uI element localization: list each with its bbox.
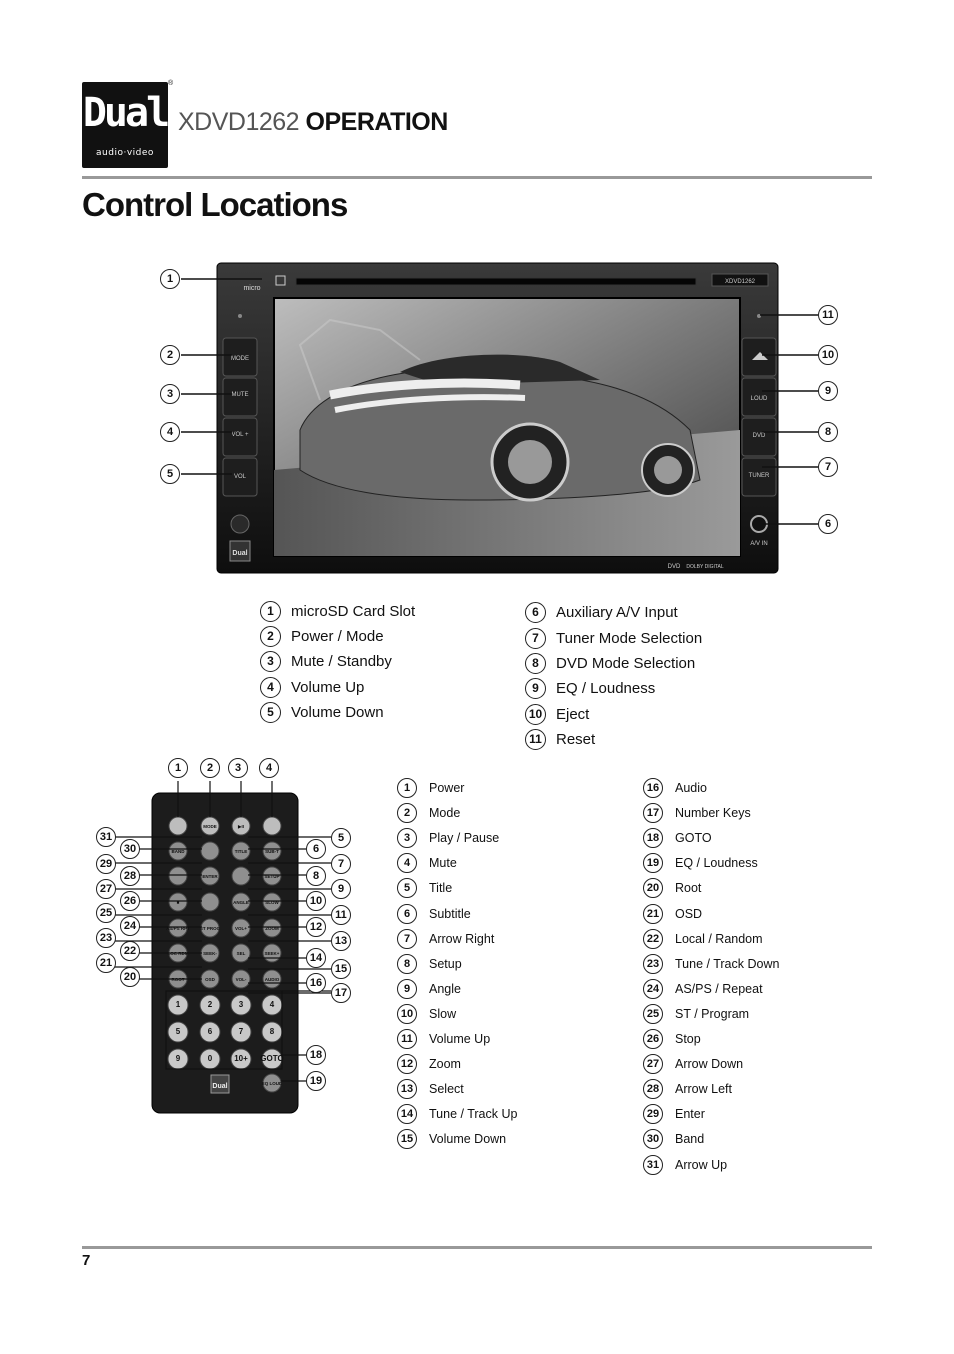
- unit-legend-item: 10 Eject: [525, 704, 589, 725]
- remote-callout-25: 25: [96, 903, 116, 923]
- remote-key-1-label: 1: [175, 1000, 181, 1009]
- remote-legend-item: 15 Volume Down: [397, 1129, 506, 1149]
- unit-legend-item: 5 Volume Down: [260, 702, 384, 723]
- remote-callout-24: 24: [120, 916, 140, 936]
- remote-callout-16: 16: [306, 973, 326, 993]
- remote-button-row2-3-label: SUB-T: [265, 849, 279, 854]
- remote-callout-3: 3: [228, 758, 248, 778]
- remote-callout-10: 10: [306, 891, 326, 911]
- unit-callout-7: 7: [818, 457, 838, 477]
- unit-callout-5: 5: [160, 464, 180, 484]
- svg-text:A/V IN: A/V IN: [750, 541, 768, 547]
- remote-callout-30: 30: [120, 839, 140, 859]
- remote-callout-19: 19: [306, 1071, 326, 1091]
- remote-callout-18: 18: [306, 1045, 326, 1065]
- page-number: 7: [82, 1252, 91, 1269]
- svg-text:VOL +: VOL +: [231, 432, 249, 438]
- unit-callout-4: 4: [160, 422, 180, 442]
- remote-key-7-label: 7: [238, 1027, 244, 1036]
- remote-legend-item: 25 ST / Program: [643, 1004, 749, 1024]
- remote-callout-1: 1: [168, 758, 188, 778]
- remote-button-row6-0-label: LOC RDM: [167, 951, 189, 956]
- remote-button-row5-2-label: VOL+: [235, 926, 247, 931]
- unit-legend-item: 9 EQ / Loudness: [525, 678, 655, 699]
- remote-key-9-label: 9: [175, 1054, 181, 1063]
- section-name: OPERATION: [305, 108, 448, 136]
- remote-legend-item: 17 Number Keys: [643, 803, 751, 823]
- remote-key-GOTO-label: GOTO: [260, 1054, 284, 1063]
- remote-button-row6-1-label: SEEK-: [203, 951, 217, 956]
- unit-knob: [231, 515, 249, 533]
- svg-text:MODE: MODE: [231, 356, 249, 362]
- remote-legend-item: 2 Mode: [397, 803, 460, 823]
- remote-callout-27: 27: [96, 879, 116, 899]
- unit-callout-6: 6: [818, 514, 838, 534]
- remote-legend-item: 21 OSD: [643, 904, 702, 924]
- remote-eq-button-label: EQ LOUD: [261, 1081, 283, 1086]
- remote-legend-item: 9 Angle: [397, 979, 461, 999]
- remote-callout-6: 6: [306, 839, 326, 859]
- model-badge-text: XDVD1262: [724, 279, 756, 285]
- unit-legend-item: 6 Auxiliary A/V Input: [525, 602, 678, 623]
- remote-button-row7-3-label: AUDIO: [264, 977, 280, 982]
- svg-text:DOLBY DIGITAL: DOLBY DIGITAL: [686, 564, 724, 570]
- remote-callout-15: 15: [331, 959, 351, 979]
- remote-legend-item: 24 AS/PS / Repeat: [643, 979, 763, 999]
- unit-callout-3: 3: [160, 384, 180, 404]
- remote-callout-9: 9: [331, 879, 351, 899]
- remote-legend-item: 16 Audio: [643, 778, 707, 798]
- remote-button-row3-2: [232, 867, 250, 885]
- remote-button-row4-3-label: SLOW: [265, 900, 279, 905]
- logo-wordmark: Dual: [82, 90, 168, 136]
- remote-key-5-label: 5: [175, 1027, 181, 1036]
- remote-diagram: [90, 755, 370, 1125]
- remote-callout-5: 5: [331, 828, 351, 848]
- remote-button-row6-3-label: SEEK+: [264, 951, 280, 956]
- remote-legend-item: 3 Play / Pause: [397, 828, 499, 848]
- remote-legend-item: 31 Arrow Up: [643, 1155, 727, 1175]
- remote-button-row4-0-label: ■: [176, 900, 180, 905]
- remote-legend-item: 4 Mute: [397, 853, 457, 873]
- remote-legend-item: 29 Enter: [643, 1104, 705, 1124]
- remote-key-4-label: 4: [269, 1000, 275, 1009]
- remote-button-top_row-2-label: ▶II: [238, 824, 244, 829]
- remote-legend-item: 13 Select: [397, 1079, 464, 1099]
- remote-button-row5-0-label: AS/PS RPT: [166, 926, 190, 931]
- remote-key-0-label: 0: [207, 1054, 213, 1063]
- remote-legend-item: 5 Title: [397, 878, 452, 898]
- remote-key-10+-label: 10+: [234, 1054, 248, 1063]
- remote-callout-8: 8: [306, 866, 326, 886]
- remote-legend-item: 11 Volume Up: [397, 1029, 490, 1049]
- svg-text:TUNER: TUNER: [748, 473, 770, 479]
- remote-button-row3-1-label: ENTER: [202, 874, 218, 879]
- remote-legend-item: 12 Zoom: [397, 1054, 461, 1074]
- remote-legend-item: 22 Local / Random: [643, 929, 763, 949]
- remote-button-row6-2-label: SEL: [236, 951, 246, 956]
- remote-callout-26: 26: [120, 891, 140, 911]
- unit-legend-item: 2 Power / Mode: [260, 626, 384, 647]
- remote-legend-item: 20 Root: [643, 878, 701, 898]
- remote-callout-28: 28: [120, 866, 140, 886]
- remote-legend-item: 7 Arrow Right: [397, 929, 494, 949]
- remote-callout-4: 4: [259, 758, 279, 778]
- remote-callout-31: 31: [96, 827, 116, 847]
- unit-callout-1: 1: [160, 269, 180, 289]
- unit-callout-2: 2: [160, 345, 180, 365]
- disc-slot: [296, 278, 696, 285]
- remote-key-8-label: 8: [269, 1027, 275, 1036]
- remote-button-row4-2-label: ANGLE: [233, 900, 249, 905]
- svg-text:MUTE: MUTE: [231, 392, 249, 398]
- svg-text:VOL: VOL: [233, 474, 247, 480]
- remote-button-row2-0-label: BAND: [171, 849, 185, 854]
- remote-legend-item: 8 Setup: [397, 954, 462, 974]
- remote-callout-14: 14: [306, 948, 326, 968]
- remote-callout-2: 2: [200, 758, 220, 778]
- logo-tagline: audio·video: [96, 148, 154, 158]
- remote-legend-item: 30 Band: [643, 1129, 704, 1149]
- head-unit-diagram: [0, 0, 954, 600]
- remote-button-top_row-0: [169, 817, 187, 835]
- remote-legend-item: 19 EQ / Loudness: [643, 853, 758, 873]
- remote-legend-item: 28 Arrow Left: [643, 1079, 732, 1099]
- footer-rule: [82, 1246, 872, 1249]
- unit-legend-item: 7 Tuner Mode Selection: [525, 628, 702, 649]
- unit-legend-item: 8 DVD Mode Selection: [525, 653, 695, 674]
- remote-button-row3-3-label: SETUP: [264, 874, 280, 879]
- remote-button-row2-1: [201, 842, 219, 860]
- unit-legend-item: 1 microSD Card Slot: [260, 601, 415, 622]
- remote-button-top_row-3: [263, 817, 281, 835]
- remote-callout-7: 7: [331, 854, 351, 874]
- page-title: Control Locations: [82, 186, 348, 223]
- remote-callout-29: 29: [96, 854, 116, 874]
- remote-legend-item: 14 Tune / Track Up: [397, 1104, 517, 1124]
- remote-button-row5-1-label: ST PROG: [199, 926, 221, 931]
- remote-callout-20: 20: [120, 967, 140, 987]
- remote-legend-item: 27 Arrow Down: [643, 1054, 743, 1074]
- remote-button-top_row-1-label: MODE: [203, 824, 217, 829]
- remote-key-2-label: 2: [207, 1000, 213, 1009]
- svg-text:DVD: DVD: [752, 433, 766, 439]
- remote-button-row7-2-label: VOL-: [235, 977, 247, 982]
- svg-text:Dual: Dual: [232, 550, 248, 557]
- remote-legend-item: 26 Stop: [643, 1029, 701, 1049]
- unit-callout-9: 9: [818, 381, 838, 401]
- svg-text:DVD: DVD: [667, 564, 681, 570]
- remote-legend-item: 10 Slow: [397, 1004, 456, 1024]
- remote-callout-22: 22: [120, 941, 140, 961]
- remote-callout-17: 17: [331, 983, 351, 1003]
- remote-button-row4-1: [201, 893, 219, 911]
- remote-button-row2-2-label: TITLE: [234, 849, 248, 854]
- remote-callout-12: 12: [306, 917, 326, 937]
- model-name: XDVD1262: [178, 108, 300, 136]
- registered-mark: ®: [168, 80, 174, 87]
- svg-text:LOUD: LOUD: [750, 396, 768, 402]
- unit-legend-item: 11 Reset: [525, 729, 595, 750]
- remote-key-3-label: 3: [238, 1000, 244, 1009]
- remote-button-row7-1-label: OSD: [205, 977, 215, 982]
- remote-key-6-label: 6: [207, 1027, 213, 1036]
- remote-button-row3-0: [169, 867, 187, 885]
- unit-callout-11: 11: [818, 305, 838, 325]
- remote-legend-item: 23 Tune / Track Down: [643, 954, 779, 974]
- unit-sensor: [238, 314, 242, 318]
- remote-callout-23: 23: [96, 928, 116, 948]
- remote-logo-text: Dual: [212, 1083, 228, 1090]
- remote-button-row5-3-label: ZOOM: [265, 926, 279, 931]
- unit-legend-item: 3 Mute / Standby: [260, 651, 392, 672]
- remote-legend-item: 1 Power: [397, 778, 464, 798]
- unit-callout-10: 10: [818, 345, 838, 365]
- remote-legend-item: 6 Subtitle: [397, 904, 471, 924]
- remote-callout-21: 21: [96, 953, 116, 973]
- unit-callout-8: 8: [818, 422, 838, 442]
- remote-button-row7-0-label: ROOT: [171, 977, 185, 982]
- micro-label: micro: [243, 285, 261, 292]
- unit-legend-item: 4 Volume Up: [260, 677, 364, 698]
- remote-callout-13: 13: [331, 931, 351, 951]
- remote-callout-11: 11: [331, 905, 351, 925]
- remote-legend-item: 18 GOTO: [643, 828, 712, 848]
